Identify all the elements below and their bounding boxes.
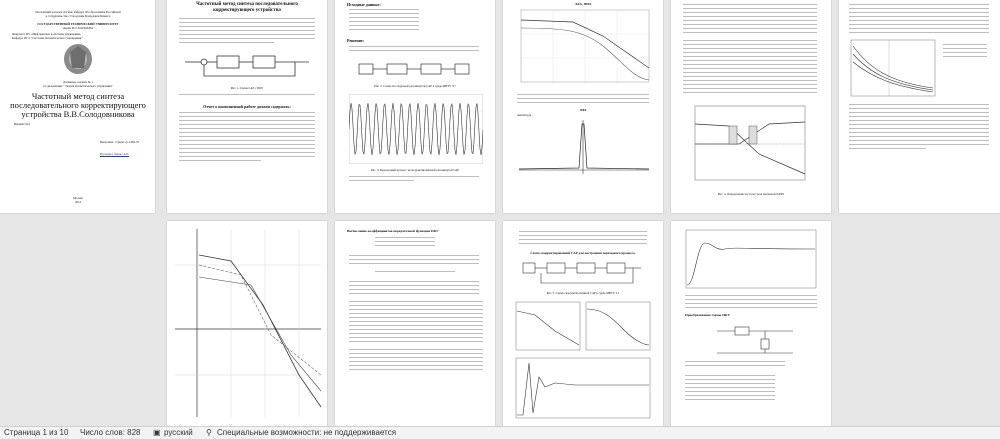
bode-chart-icon bbox=[513, 8, 653, 88]
page-thumbnail-9[interactable] bbox=[503, 221, 663, 426]
page10-values bbox=[685, 375, 775, 403]
page4-text bbox=[517, 94, 649, 106]
work-number: Домашнее задание № 1 bbox=[63, 80, 93, 84]
page3-initial-data bbox=[349, 9, 419, 33]
page3-fig3: Рис. 3. Переходный процесс нескорректированной разомкнутой САР bbox=[370, 168, 460, 172]
afc-chart-icon bbox=[515, 118, 651, 178]
header-line-3: ГОСУДАРСТВЕННЫЙ ТЕХНИЧЕСКИЙ УНИВЕРСИТЕТ bbox=[37, 22, 119, 26]
page9-fig: Рис. 5. Схема скорректированной САР в среде МВТУ 3.7 bbox=[546, 291, 620, 295]
page2-text-block bbox=[179, 94, 315, 98]
course-name: по дисциплине " Теория автоматического управления" bbox=[43, 84, 113, 88]
page-thumbnail-5[interactable] bbox=[671, 0, 831, 213]
university-emblem-icon bbox=[58, 42, 98, 76]
header-line-1: Московский колледж Логики, кафедра Об.образования Российской bbox=[35, 10, 121, 14]
year: 2014 bbox=[75, 200, 81, 204]
page8-heading: Вычисление коэффициентов передаточной функции ПКУ bbox=[347, 229, 439, 233]
step-response-chart-icon bbox=[515, 357, 651, 419]
page-thumbnail-8[interactable] bbox=[335, 221, 495, 426]
page9-formula bbox=[519, 231, 647, 247]
page6-side-notes bbox=[943, 44, 987, 60]
page2-report-list bbox=[179, 112, 315, 164]
page10-heading: Преобразование схемы ПКУ. bbox=[685, 313, 731, 317]
page8-text-2 bbox=[349, 281, 479, 297]
corrected-scheme-icon bbox=[521, 257, 645, 287]
page5-fig: Рис. 4. Определение частоты среза желаемой ЛАЧХ bbox=[717, 192, 785, 196]
page10-text bbox=[685, 295, 817, 311]
chair-line: Кафедра ИУ-1 "Системы автоматического управления" bbox=[12, 36, 83, 40]
nomogram-chart-icon bbox=[689, 104, 809, 188]
document-title: Частотный метод синтеза последовательного корректирующего устройства В.В.Солодовникова bbox=[10, 91, 146, 119]
page8-final-formula bbox=[349, 349, 483, 373]
page9-heading: Схема скорректированной САР для построения переходного процесса. bbox=[530, 251, 636, 255]
page3-solution: Решение: bbox=[347, 38, 365, 43]
page8-text-1 bbox=[349, 255, 479, 267]
page2-report-heading: Отчет о выполненной работе должен содержать: bbox=[203, 104, 291, 109]
page10-formula bbox=[685, 361, 785, 369]
faculty-line: Факультет ИУ «Информатика и системы управления» bbox=[12, 32, 81, 36]
page-thumbnail-3[interactable] bbox=[335, 0, 495, 213]
page4-heading: ЛАХ, ФЧХ bbox=[574, 2, 592, 6]
word-count[interactable]: Число слов: 828 bbox=[80, 428, 141, 437]
student: Выполнил: студент гр.СМ6-79 bbox=[100, 140, 139, 144]
page8-formula-box bbox=[375, 271, 455, 275]
page8-coefficients bbox=[349, 301, 483, 345]
page3-fig2: Рис. 2. Схема исследуемой разомкнутой САР в среде МВТУ 3.7 bbox=[374, 84, 456, 88]
page5-text-top bbox=[683, 4, 817, 36]
final-transient-chart-icon bbox=[685, 229, 817, 289]
page6-text-bottom bbox=[849, 104, 989, 152]
phase-small-chart-icon bbox=[585, 301, 651, 351]
status-bar bbox=[0, 426, 1000, 439]
page-thumbnail-6[interactable] bbox=[839, 0, 1000, 213]
language-indicator[interactable]: русский bbox=[164, 428, 193, 437]
page2-fig-caption: Рис. 1. Схема САР с ПКУ bbox=[230, 86, 264, 90]
header-line-4: имени Н.Э. БАУМАНА bbox=[62, 26, 94, 30]
lafc-small-chart-icon bbox=[515, 301, 581, 351]
lafc-plot-icon bbox=[171, 225, 323, 421]
page-thumbnail-10[interactable] bbox=[671, 221, 831, 426]
page3-conclusion bbox=[349, 176, 479, 184]
quality-curves-icon bbox=[849, 38, 939, 100]
accessibility-icon[interactable]: ⚲ bbox=[206, 428, 212, 437]
page6-text-top bbox=[849, 4, 989, 36]
page2-heading: Частотный метод синтеза последовательного корректирующего устройства bbox=[196, 2, 298, 13]
proofing-icon[interactable]: ▣ bbox=[153, 428, 161, 437]
page8-formulas-top bbox=[375, 237, 435, 249]
mvtu-scheme-icon bbox=[357, 58, 473, 80]
page-thumbnail-7[interactable] bbox=[167, 221, 327, 426]
accessibility-status[interactable]: Специальные возможности: не поддерживается bbox=[217, 428, 397, 437]
variant: Вариант №4 bbox=[14, 122, 30, 126]
page-thumbnail-1[interactable] bbox=[0, 0, 155, 213]
page-thumbnail-4[interactable] bbox=[503, 0, 663, 213]
city: Москва bbox=[73, 196, 83, 200]
page-counter[interactable]: Страница 1 из 10 bbox=[4, 428, 69, 437]
pku-circuit-icon bbox=[715, 321, 795, 355]
teacher: Проверил: Ляшко А.И. bbox=[100, 152, 130, 156]
page3-heading: Исходные данные: bbox=[347, 2, 381, 7]
transient-chart-icon bbox=[349, 94, 483, 164]
page4-amplitude: Амплитуда bbox=[517, 113, 532, 117]
page-thumbnail-2[interactable] bbox=[167, 0, 327, 213]
block-diagram-icon bbox=[183, 50, 313, 80]
page2-paragraph bbox=[179, 18, 315, 46]
header-line-2: в сотрудничестве с Городским Колледжем Бизнеса bbox=[45, 14, 111, 18]
page3-solution-text bbox=[349, 46, 479, 54]
page4-afc: АЧХ bbox=[579, 108, 587, 112]
page5-text-mid bbox=[683, 40, 817, 96]
